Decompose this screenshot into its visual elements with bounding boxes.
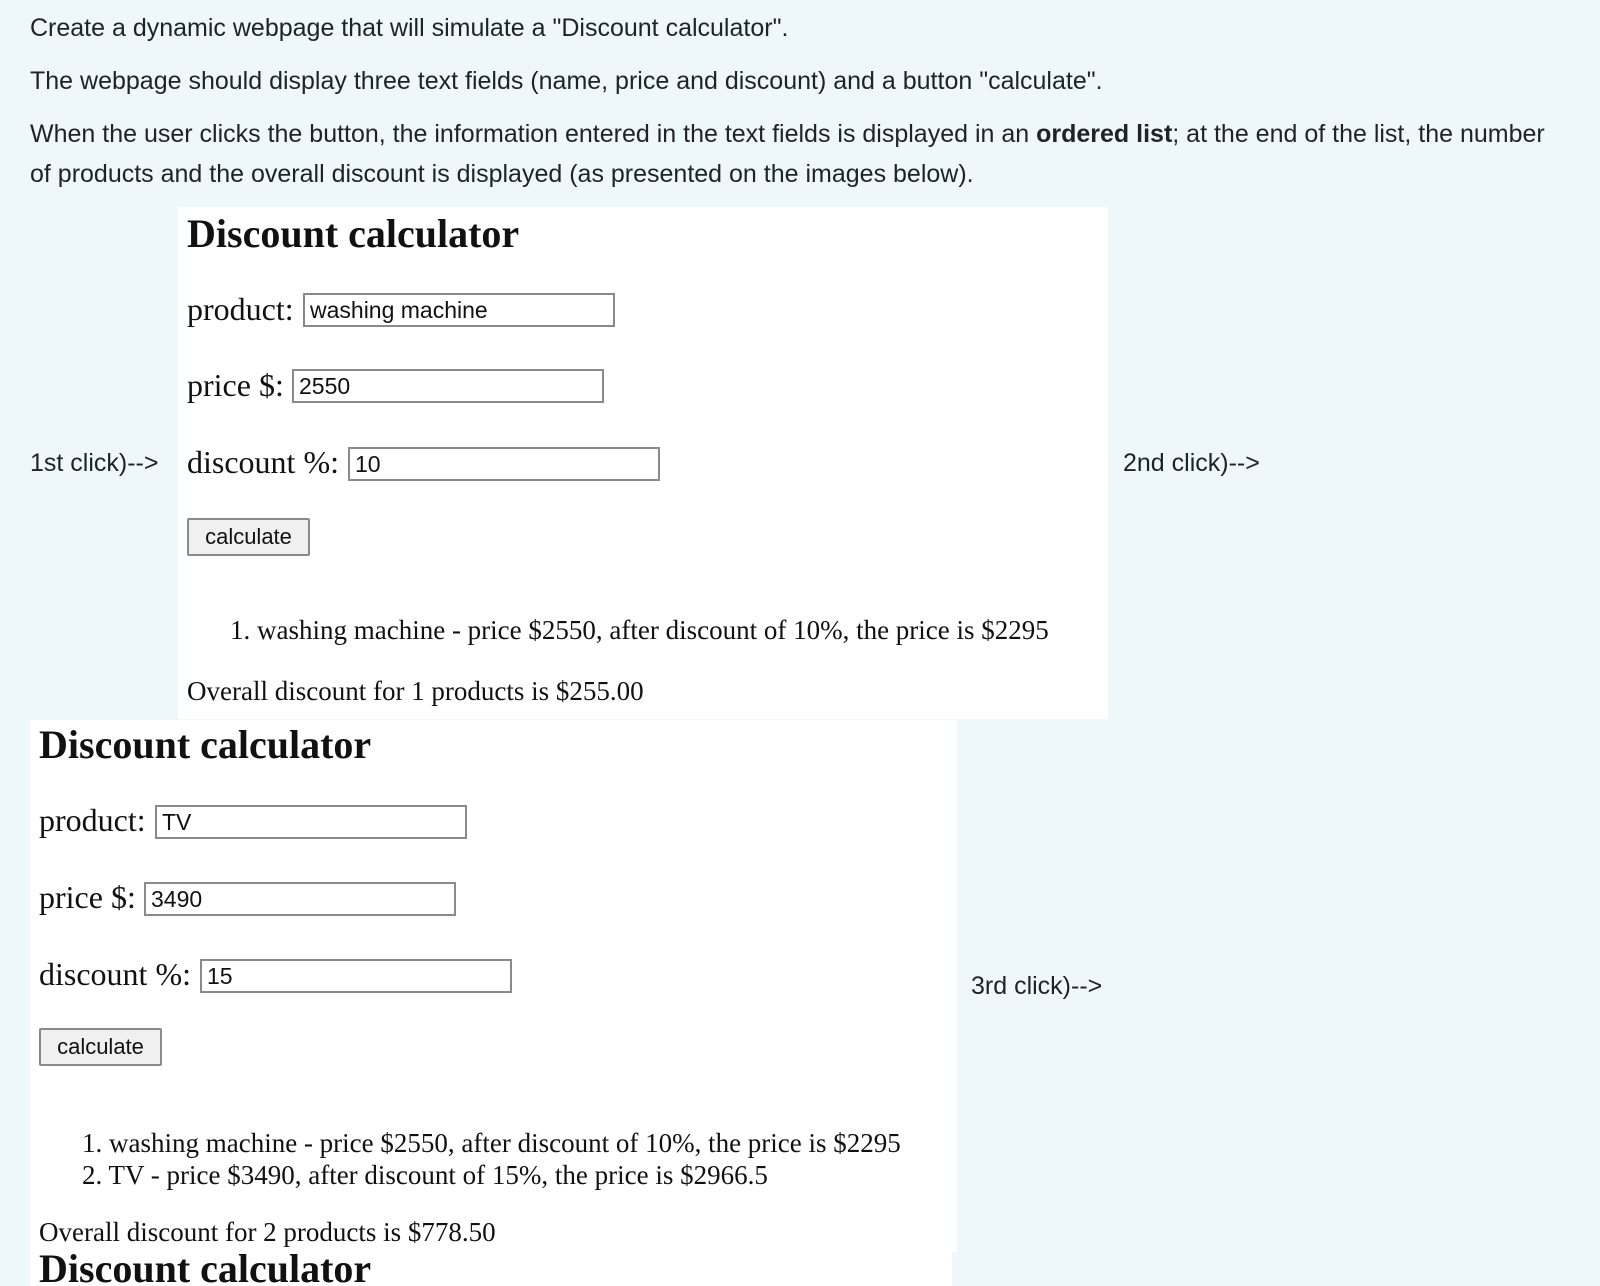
calculate-button[interactable]: calculate <box>187 518 310 556</box>
result-list <box>230 614 1049 646</box>
page-title: Discount calculator <box>187 211 520 256</box>
list-item: 1. washing machine - price $2550, after discount of 10%, the price is $2295 <box>230 615 1049 645</box>
discount-label: discount %: <box>39 956 191 992</box>
instruction-text: When the user clicks the button, the information entered in the text fields is displayed in an <box>30 120 1037 148</box>
discount-label: discount %: <box>187 444 339 480</box>
screenshot-second-click <box>30 720 957 1252</box>
discount-input[interactable] <box>200 959 512 993</box>
screenshot-first-click <box>178 207 1108 719</box>
price-input[interactable] <box>144 882 456 916</box>
result-list <box>82 1127 901 1191</box>
instruction-line-2: The webpage should display three text fields (name, price and discount) and a button "calculate". <box>30 67 1103 95</box>
second-click-label: 2nd click)--> <box>1123 449 1260 477</box>
product-input[interactable] <box>303 293 615 327</box>
instruction-line-3 <box>30 114 1570 194</box>
instruction-line-1: Create a dynamic webpage that will simulate a "Discount calculator". <box>30 14 789 42</box>
page-title: Discount calculator <box>39 722 372 767</box>
overall-discount-summary: Overall discount for 2 products is $778.50 <box>39 1217 496 1247</box>
ordered-list-emphasis: ordered list <box>1036 120 1173 148</box>
price-input[interactable] <box>292 369 604 403</box>
list-item: 1. washing machine - price $2550, after discount of 10%, the price is $2295 <box>82 1128 901 1158</box>
screenshot-third-click <box>30 1252 952 1286</box>
price-label: price $: <box>187 367 284 403</box>
page-title: Discount calculator <box>39 1252 372 1286</box>
overall-discount-summary: Overall discount for 1 products is $255.00 <box>187 676 644 706</box>
instruction-text: ; at the end of the list, the number of products and the overall discount is displayed (as presented on the images below). <box>30 120 1545 188</box>
product-label: product: <box>187 291 294 327</box>
product-input[interactable] <box>155 805 467 839</box>
product-label: product: <box>39 802 146 838</box>
price-label: price $: <box>39 879 136 915</box>
calculate-button[interactable]: calculate <box>39 1028 162 1066</box>
first-click-label: 1st click)--> <box>30 449 159 477</box>
discount-input[interactable] <box>348 447 660 481</box>
list-item: 2. TV - price $3490, after discount of 15%, the price is $2966.5 <box>82 1160 768 1190</box>
third-click-label: 3rd click)--> <box>971 972 1103 1000</box>
